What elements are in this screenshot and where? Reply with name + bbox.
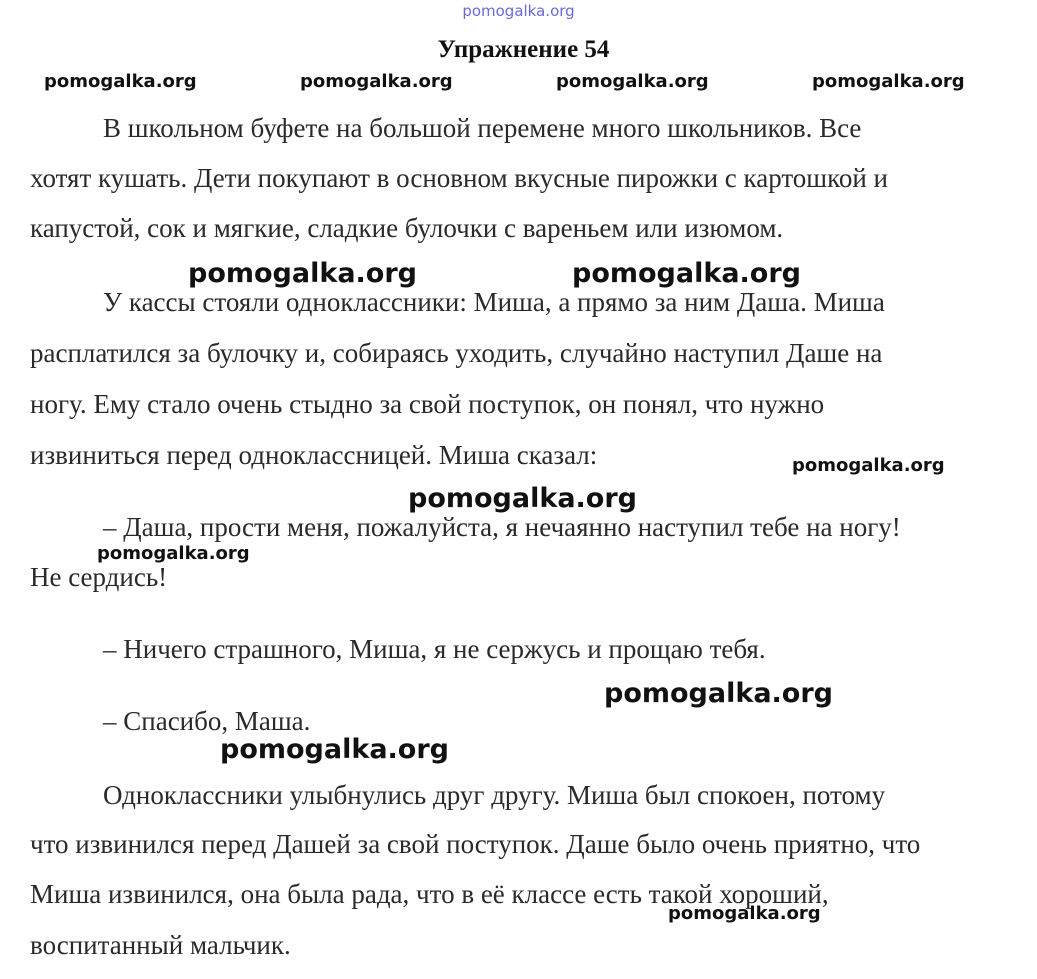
- watermark: pomogalka.org: [408, 483, 637, 514]
- watermark: pomogalka.org: [44, 71, 197, 92]
- watermark: pomogalka.org: [792, 455, 945, 476]
- watermark: pomogalka.org: [604, 678, 833, 709]
- dialogue-line: – Даша, прости меня, пожалуйста, я нечаянно наступил тебе на ногу!: [103, 512, 901, 542]
- text-line: расплатился за булочку и, собираясь уходить, случайно наступил Даше на: [30, 338, 883, 368]
- exercise-title: Упражнение 54: [437, 36, 610, 63]
- watermark: pomogalka.org: [668, 903, 821, 924]
- text-line: ногу. Ему стало очень стыдно за свой поступок, он понял, что нужно: [30, 389, 825, 419]
- watermark: pomogalka.org: [556, 71, 709, 92]
- watermark: pomogalka.org: [300, 71, 453, 92]
- dialogue-line: – Спасибо, Маша.: [103, 706, 311, 736]
- text-line: воспитанный мальчик.: [30, 930, 291, 960]
- text-line: Одноклассники улыбнулись друг другу. Миша был спокоен, потому: [103, 780, 886, 810]
- source-link[interactable]: pomogalka.org: [462, 2, 575, 20]
- text-line: извиниться перед одноклассницей. Миша сказал:: [30, 440, 598, 470]
- text-line: У кассы стояли одноклассники: Миша, а прямо за ним Даша. Миша: [103, 287, 885, 317]
- text-line: капустой, сок и мягкие, сладкие булочки с вареньем или изюмом.: [30, 213, 784, 243]
- watermark: pomogalka.org: [220, 734, 449, 765]
- dialogue-line: Не сердись!: [30, 562, 168, 592]
- text-line: хотят кушать. Дети покупают в основном вкусные пирожки с картошкой и: [30, 163, 888, 193]
- watermark: pomogalka.org: [572, 258, 801, 289]
- watermark: pomogalka.org: [812, 71, 965, 92]
- watermark: pomogalka.org: [188, 258, 417, 289]
- text-line: В школьном буфете на большой перемене много школьников. Все: [103, 113, 862, 143]
- dialogue-line: – Ничего страшного, Миша, я не сержусь и прощаю тебя.: [103, 634, 766, 664]
- text-line: что извинился перед Дашей за свой поступок. Даше было очень приятно, что: [30, 829, 921, 859]
- watermark: pomogalka.org: [97, 543, 250, 564]
- text-line: Миша извинился, она была рада, что в её классе есть такой хороший,: [30, 879, 829, 909]
